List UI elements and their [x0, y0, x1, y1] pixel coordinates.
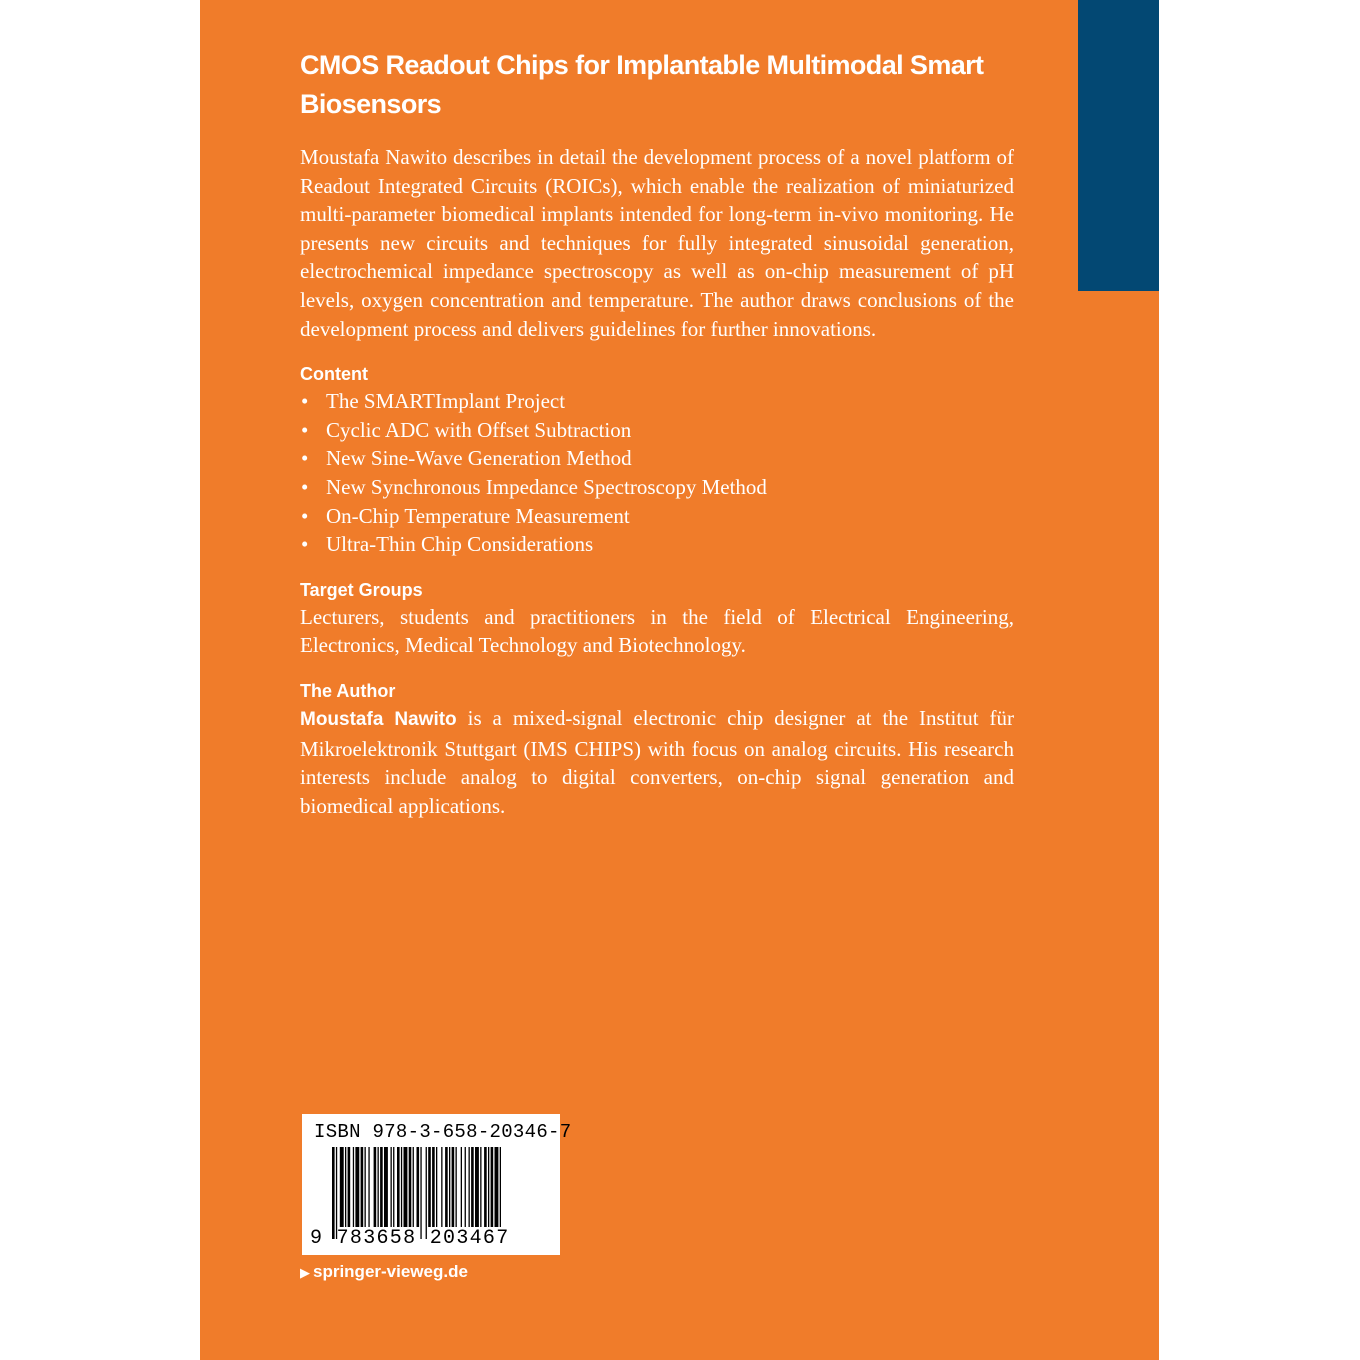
target-groups-heading: Target Groups [300, 579, 423, 600]
author-name: Moustafa Nawito [300, 708, 457, 730]
book-title: CMOS Readout Chips for Implantable Multimodal Smart Biosensors [300, 50, 984, 119]
list-item: • New Synchronous Impedance Spectroscopy Method [300, 473, 1014, 502]
author-bio [300, 704, 1014, 820]
isbn-label: ISBN 978-3-658-20346-7 [314, 1121, 572, 1143]
publisher-link[interactable] [300, 1262, 468, 1282]
target-groups-text: Lecturers, students and practitioners in the field of Electrical Engineering, Electronics, Medical Technology and Biotechnology. [300, 604, 1014, 658]
list-item: • New Sine-Wave Generation Method [300, 444, 1014, 473]
list-item: • On-Chip Temperature Measurement [300, 502, 1014, 531]
author-bio-text: is a mixed-signal electronic chip designer at the Institut für Mikroelektronik Stuttgart (IMS CHIPS) with focus on analog circuits. His research interests include analog to digital converters, on-chip signal generation and biomedical applications. [300, 705, 1014, 818]
list-item: • Ultra-Thin Chip Considerations [300, 530, 1014, 559]
isbn-barcode-box [302, 1114, 572, 1255]
publisher-site: springer-vieweg.de [313, 1262, 468, 1281]
author-heading: The Author [300, 680, 396, 701]
content-heading: Content [300, 364, 368, 385]
blue-corner-tab [1078, 0, 1159, 291]
content-list [300, 387, 1014, 559]
arrow-icon: ▶ [300, 1265, 310, 1280]
book-description: Moustafa Nawito describes in detail the development process of a novel platform of Readout Integrated Circuits (ROICs), which enable the realization of miniaturized multi-parameter biomedical implants intended for long-term in-vivo monitoring. He presents new circuits and techniques for fully integrated sinusoidal generation, electrochemical impedance spectroscopy as well as on-chip measurement of pH levels, oxygen concentration and temperature. The author draws conclusions of the development process and delivers guidelines for further innovations. [300, 145, 1014, 341]
barcode-digits: 9 783658 203467 [310, 1227, 510, 1250]
list-item: • The SMARTImplant Project [300, 387, 1014, 416]
list-item: • Cyclic ADC with Offset Subtraction [300, 416, 1014, 445]
cover-text [300, 46, 1014, 820]
